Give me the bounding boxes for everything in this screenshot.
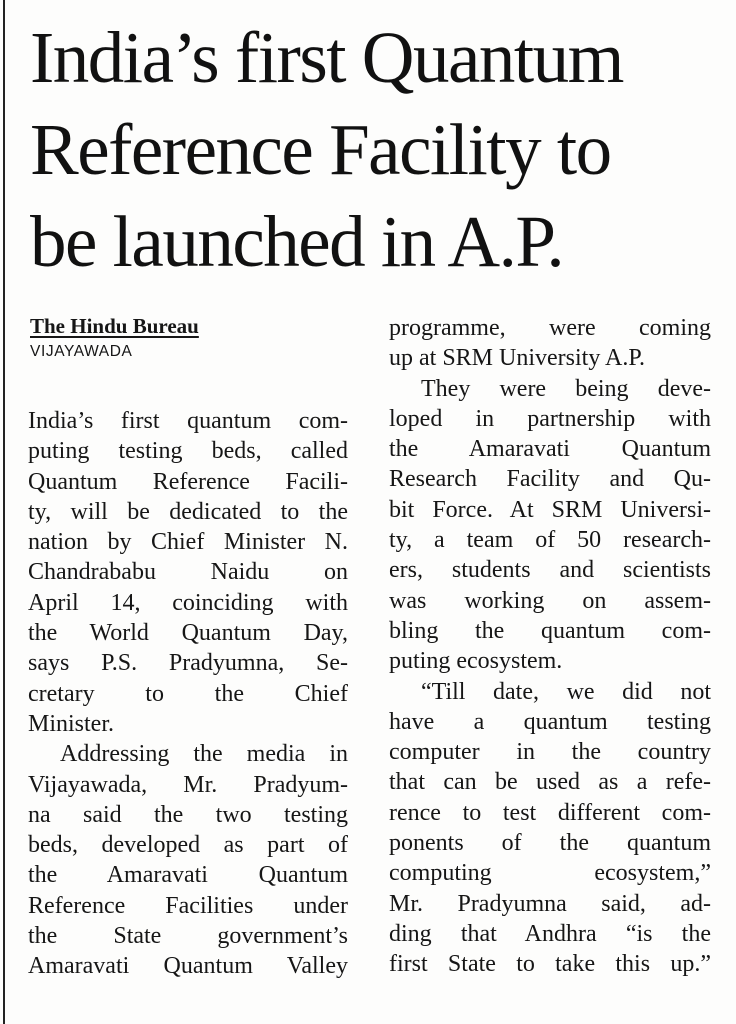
body-line: have a quantum testing	[389, 708, 711, 735]
body-line: ty, will be dedicated to the	[28, 498, 348, 525]
headline-line: India’s first Quantum	[30, 17, 623, 98]
body-line: first State to take this up.”	[389, 951, 711, 978]
body-line: says P.S. Pradyumna, Se-	[28, 650, 348, 677]
body-line: bling the quantum com-	[389, 617, 711, 644]
headline-line: be launched in A.P.	[30, 201, 564, 282]
dateline: VIJAYAWADA	[30, 343, 133, 360]
body-line: rence to test different com-	[389, 799, 711, 826]
body-line: Chandrababu Naidu on	[28, 559, 348, 586]
body-line: that can be used as a refe-	[389, 769, 711, 796]
body-line: Amaravati Quantum Valley	[28, 953, 348, 980]
body-line: Vijayawada, Mr. Pradyum-	[28, 771, 348, 798]
body-line: ers, students and scientists	[389, 557, 711, 584]
body-line: na said the two testing	[28, 801, 348, 828]
body-line: loped in partnership with	[389, 405, 711, 432]
body-line: beds, developed as part of	[28, 832, 348, 859]
body-line: ding that Andhra “is the	[389, 920, 711, 947]
article-column-left	[28, 312, 348, 982]
body-line: the World Quantum Day,	[28, 620, 348, 647]
body-line: the Amaravati Quantum	[389, 436, 711, 463]
article-column-right	[389, 313, 711, 980]
body-line: cretary to the Chief	[28, 680, 348, 707]
body-line: computing ecosystem,”	[389, 860, 711, 887]
body-line: Minister.	[28, 710, 115, 737]
body-line: ponents of the quantum	[389, 830, 711, 857]
column-rule	[3, 0, 5, 1024]
body-line: puting testing beds, called	[28, 438, 348, 465]
body-line: up at SRM University A.P.	[389, 345, 646, 372]
body-line: ty, a team of 50 research-	[389, 527, 711, 554]
byline: The Hindu Bureau	[30, 314, 199, 338]
body-line: computer in the country	[389, 739, 711, 766]
body-line: April 14, coinciding with	[28, 589, 348, 616]
body-line: programme, were coming	[389, 315, 711, 341]
headline-line: Reference Facility to	[30, 109, 611, 190]
body-line: Research Facility and Qu-	[389, 466, 711, 493]
body-line: nation by Chief Minister N.	[28, 529, 348, 556]
body-line: Addressing the media in	[60, 741, 348, 768]
headline	[30, 12, 730, 288]
body-line: They were being deve-	[421, 375, 711, 402]
body-line: puting ecosystem.	[389, 648, 563, 675]
body-line: India’s first quantum com-	[28, 408, 348, 434]
body-line: Reference Facilities under	[28, 892, 348, 919]
body-line: Quantum Reference Facili-	[28, 468, 348, 495]
body-line: bit Force. At SRM Universi-	[389, 496, 711, 523]
body-line: “Till date, we did not	[421, 678, 711, 705]
body-line: was working on assem-	[389, 587, 711, 614]
body-line: the State government’s	[28, 923, 348, 950]
body-line: Mr. Pradyumna said, ad-	[389, 890, 711, 917]
body-line: the Amaravati Quantum	[28, 862, 348, 889]
